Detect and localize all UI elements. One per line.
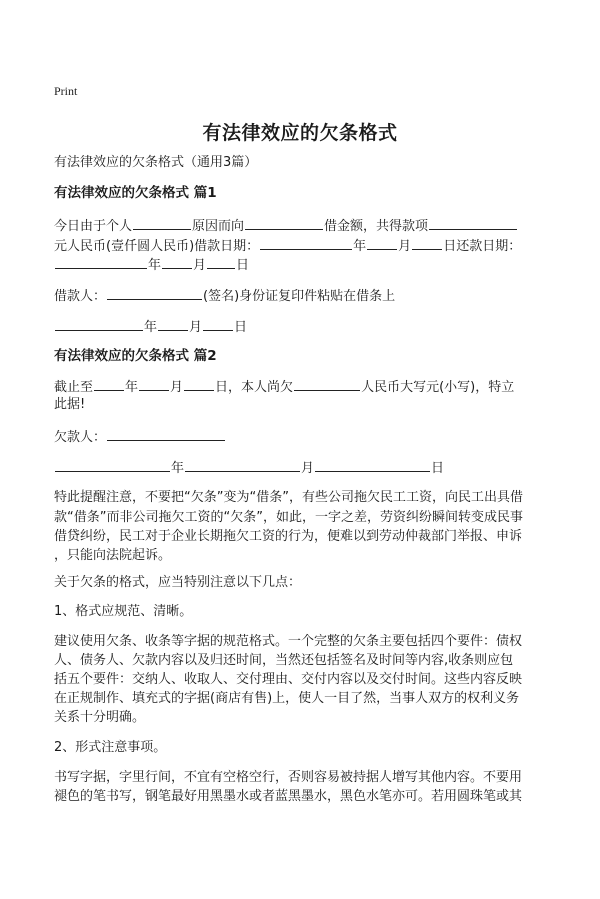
notice-line-1: 特此提醒注意，不要把“欠条”变为“借条”，有些公司拖欠民工工资，向民工出具借: [54, 490, 523, 505]
point1-line-3: 括五个要件：交纳人、收取人、交付理由、交付内容以及交付时间。这些内容反映: [54, 672, 523, 687]
debtor-label: 欠款人：: [54, 430, 107, 445]
point1-heading: 1、格式应规范、清晰。: [54, 604, 193, 619]
blank-field: [107, 427, 225, 441]
s1-month: 月: [398, 239, 412, 254]
s2-text-c: 人民币大写元(小写)，特立: [361, 380, 515, 395]
section2-date-line: [54, 458, 444, 478]
debtor-line: [54, 427, 226, 447]
blank-field: [412, 236, 442, 250]
point2-heading: 2、形式注意事项。: [54, 740, 167, 755]
blank-field: [245, 216, 323, 230]
s1-text-a: 今日由于个人: [54, 219, 133, 234]
format-intro: 关于欠条的格式，应当特别注意以下几点：: [54, 575, 302, 590]
section1-para1-line1: [54, 216, 518, 236]
s2-year-2: 年: [171, 461, 185, 476]
s2-day-2: 日: [431, 461, 445, 476]
point1-line-5: 关系十分明确。: [54, 710, 146, 725]
blank-field: [367, 236, 397, 250]
section1-date-line: [54, 317, 247, 337]
s2-text-a: 截止至: [54, 380, 94, 395]
blank-field: [429, 216, 517, 230]
blank-field: [55, 458, 170, 472]
blank-field: [207, 255, 235, 269]
blank-field: [315, 458, 430, 472]
s2-month-2: 月: [301, 461, 315, 476]
s1-day-2: 日: [236, 258, 250, 273]
point2-line-1: 书写字据，字里行间，不宜有空格空行，否则容易被持据人增写其他内容。不要用: [54, 770, 523, 785]
borrower-line: [54, 286, 395, 306]
blank-field: [139, 377, 169, 391]
page-title: 有法律效应的欠条格式: [202, 122, 398, 144]
s1-return-date: 日还款日期：: [443, 239, 522, 254]
s1-month-3: 月: [189, 320, 203, 335]
notice-line-3: 借贷纠纷，民工对于企业长期拖欠工资的行为，便难以到劳动仲裁部门举报、申诉: [54, 529, 523, 544]
s2-month: 月: [170, 380, 184, 395]
blank-field: [55, 317, 143, 331]
blank-field: [158, 317, 188, 331]
blank-field: [294, 377, 360, 391]
point1-line-2: 人、债务人、欠款内容以及归还时间，当然还包括签名及时间等内容,收条则应包: [54, 653, 514, 668]
section2-para1-line2: 此据!: [54, 397, 86, 412]
blank-field: [133, 216, 191, 230]
s1-year: 年: [353, 239, 367, 254]
s2-year: 年: [125, 380, 139, 395]
s1-text-c: 借金额，共得款项: [324, 219, 429, 234]
blank-field: [162, 255, 192, 269]
section2-para1-line1: [54, 377, 514, 397]
point1-line-1: 建议使用欠条、收条等字据的规范格式。一个完整的欠条主要包括四个要件：债权: [54, 634, 523, 649]
s1-year-2: 年: [148, 258, 162, 273]
blank-field: [107, 286, 202, 300]
point1-line-4: 在正规制作、填充式的字据(商店有售)上，使人一目了然，当事人双方的权利义务: [54, 691, 520, 706]
borrower-label: 借款人：: [54, 289, 107, 304]
section1-para1-line2: [54, 236, 521, 256]
s1-month-2: 月: [193, 258, 207, 273]
s2-text-b: 日，本人尚欠: [215, 380, 294, 395]
s1-year-3: 年: [144, 320, 158, 335]
point2-line-2: 褪色的笔书写，钢笔最好用黑墨水或者蓝黑墨水，黑色水笔亦可。若用圆珠笔或其: [54, 789, 523, 804]
section1-para1-line3: [54, 255, 249, 275]
blank-field: [203, 317, 233, 331]
section1-heading: 有法律效应的欠条格式 篇1: [54, 185, 217, 201]
section2-heading: 有法律效应的欠条格式 篇2: [54, 348, 217, 364]
blank-field: [185, 458, 300, 472]
s1-day-3: 日: [234, 320, 248, 335]
print-label: Print: [54, 84, 78, 98]
blank-field: [94, 377, 124, 391]
notice-line-2: 款“借条”而非公司拖欠工资的“欠条”，如此，一字之差，劳资纠纷瞬间转变成民事: [54, 510, 523, 525]
blank-field: [55, 255, 147, 269]
subtitle: 有法律效应的欠条格式（通用3篇）: [54, 155, 258, 170]
s1-text-d: 元人民币(壹仟圆人民币)借款日期：: [54, 239, 260, 254]
borrower-rest: (签名)身份证复印件粘贴在借条上: [203, 289, 396, 304]
s1-text-b: 原因而向: [192, 219, 245, 234]
blank-field: [184, 377, 214, 391]
blank-field: [260, 236, 352, 250]
notice-line-4: ，只能向法院起诉。: [54, 548, 172, 563]
